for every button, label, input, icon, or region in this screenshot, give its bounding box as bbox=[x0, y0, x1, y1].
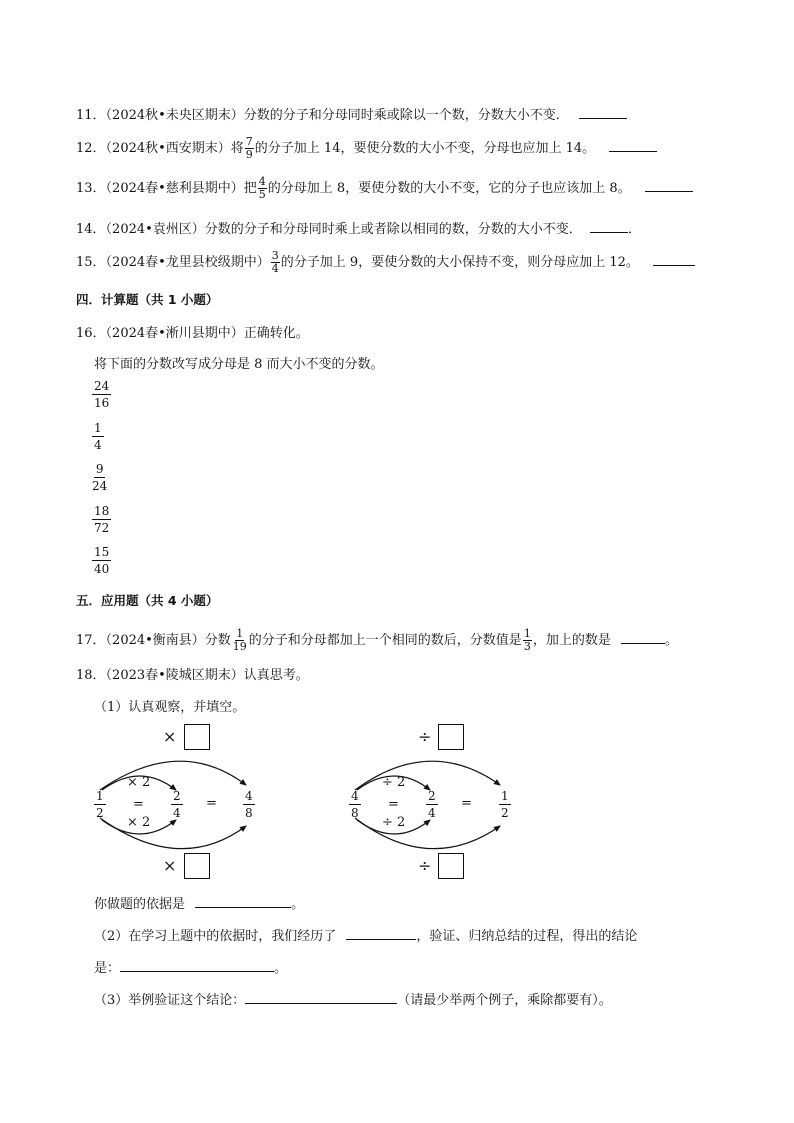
question-13-prefix: 13．（2024春•慈利县期中）把 bbox=[76, 181, 257, 196]
question-14-text: 14．（2024•袁州区）分数的分子和分母同时乘上或者除以相同的数，分数的大小不变． bbox=[76, 222, 582, 237]
fraction: $\frac{4}{8}$ bbox=[351, 789, 359, 820]
fraction-item: $\frac{1}{4}$ bbox=[94, 421, 102, 452]
answer-blank[interactable] bbox=[120, 959, 274, 972]
question-18-basis: 你做题的依据是 。 bbox=[94, 897, 305, 912]
answer-box[interactable] bbox=[438, 724, 464, 750]
equals-sign: = bbox=[133, 797, 144, 812]
inner-operation-label: ÷ 2 bbox=[382, 815, 406, 830]
answer-blank[interactable] bbox=[346, 927, 416, 940]
question-15-prefix: 15．（2024春•龙里县校级期中） bbox=[76, 255, 270, 270]
question-14: 14．（2024•袁州区）分数的分子和分母同时乘上或者除以相同的数，分数的大小不变． ． bbox=[76, 222, 641, 237]
question-17-suffix: ，加上的数是 bbox=[532, 633, 611, 648]
question-16-title: 16．（2024春•淅川县期中）正确转化。 bbox=[76, 326, 309, 341]
section-heading-5: 五．应用题（共 4 小题） bbox=[76, 593, 219, 608]
fraction: $\frac{4}{8}$ bbox=[245, 789, 253, 820]
question-12-prefix: 12．（2024秋•西安期末）将 bbox=[76, 141, 244, 156]
fraction: $\frac{7}{9}$ bbox=[245, 135, 253, 161]
equals-sign: = bbox=[388, 797, 399, 812]
inner-operation-label: ÷ 2 bbox=[382, 775, 406, 790]
fraction: $\frac{2}{4}$ bbox=[428, 789, 436, 820]
answer-box[interactable] bbox=[184, 724, 210, 750]
answer-blank[interactable] bbox=[245, 991, 397, 1004]
question-18-part2: （2）在学习上题中的依据时，我们经历了 ，验证、归纳总结的过程，得出的结论 bbox=[94, 929, 638, 944]
question-17-middle: 的分子和分母都加上一个相同的数后，分数值是 bbox=[248, 633, 522, 648]
divide-sign: ÷ bbox=[418, 727, 432, 746]
answer-blank[interactable] bbox=[195, 895, 291, 908]
fraction: $\frac{1}{19}$ bbox=[232, 627, 247, 653]
question-12-suffix: 的分子加上 14，要使分数的大小不变，分母也应加上 14。 bbox=[254, 141, 596, 156]
question-17-prefix: 17．（2024•衡南县）分数 bbox=[76, 633, 231, 648]
question-11-text: 11．（2024秋•未央区期末）分数的分子和分母同时乘或除以一个数，分数大小不变． bbox=[76, 108, 569, 123]
fraction: $\frac{1}{3}$ bbox=[523, 627, 531, 653]
question-13-suffix: 的分母加上 8，要使分数的大小不变，它的分子也应该加上 8。 bbox=[267, 181, 631, 196]
question-18-part3: （3）举例验证这个结论： （请最少举两个例子，乘除都要有）。 bbox=[94, 993, 612, 1008]
fraction: $\frac{1}{2}$ bbox=[96, 789, 104, 820]
divide-sign: ÷ bbox=[418, 856, 432, 875]
answer-box[interactable] bbox=[184, 853, 210, 879]
section-heading-4: 四．计算题（共 1 小题） bbox=[76, 292, 219, 307]
fraction-item: $\frac{9}{24}$ bbox=[92, 462, 108, 493]
fraction: $\frac{1}{2}$ bbox=[501, 789, 509, 820]
fraction-item: $\frac{18}{72}$ bbox=[94, 504, 110, 535]
fraction: $\frac{2}{4}$ bbox=[173, 789, 181, 820]
fraction: $\frac{4}{5}$ bbox=[258, 175, 266, 201]
fraction-item: $\frac{24}{16}$ bbox=[94, 379, 110, 410]
question-16-instruction: 将下面的分数改写成分母是 8 而大小不变的分数。 bbox=[94, 357, 384, 372]
inner-operation-label: × 2 bbox=[127, 775, 151, 790]
question-18-part2-conclusion: 是： 。 bbox=[94, 961, 288, 976]
fraction-item: $\frac{15}{40}$ bbox=[94, 545, 110, 576]
equals-sign: = bbox=[461, 796, 472, 811]
inner-operation-label: × 2 bbox=[127, 815, 151, 830]
multiply-sign: × bbox=[163, 856, 177, 875]
equals-sign: = bbox=[206, 796, 217, 811]
question-18-title: 18．（2023春•陵城区期末）认真思考。 bbox=[76, 668, 309, 683]
multiply-sign: × bbox=[163, 727, 177, 746]
fraction: $\frac{3}{4}$ bbox=[271, 249, 279, 275]
question-18-part1: （1）认真观察，并填空。 bbox=[94, 700, 246, 715]
answer-box[interactable] bbox=[438, 853, 464, 879]
question-17: 17．（2024•衡南县）分数 $\frac{1}{19}$ 的分子和分母都加上一个相同的数后，分数值是 $\frac{1}{3}$ ，加上的数是 。 bbox=[76, 627, 678, 653]
question-15-suffix: 的分子加上 9，要使分数的大小保持不变，则分母应加上 12。 bbox=[280, 255, 639, 270]
